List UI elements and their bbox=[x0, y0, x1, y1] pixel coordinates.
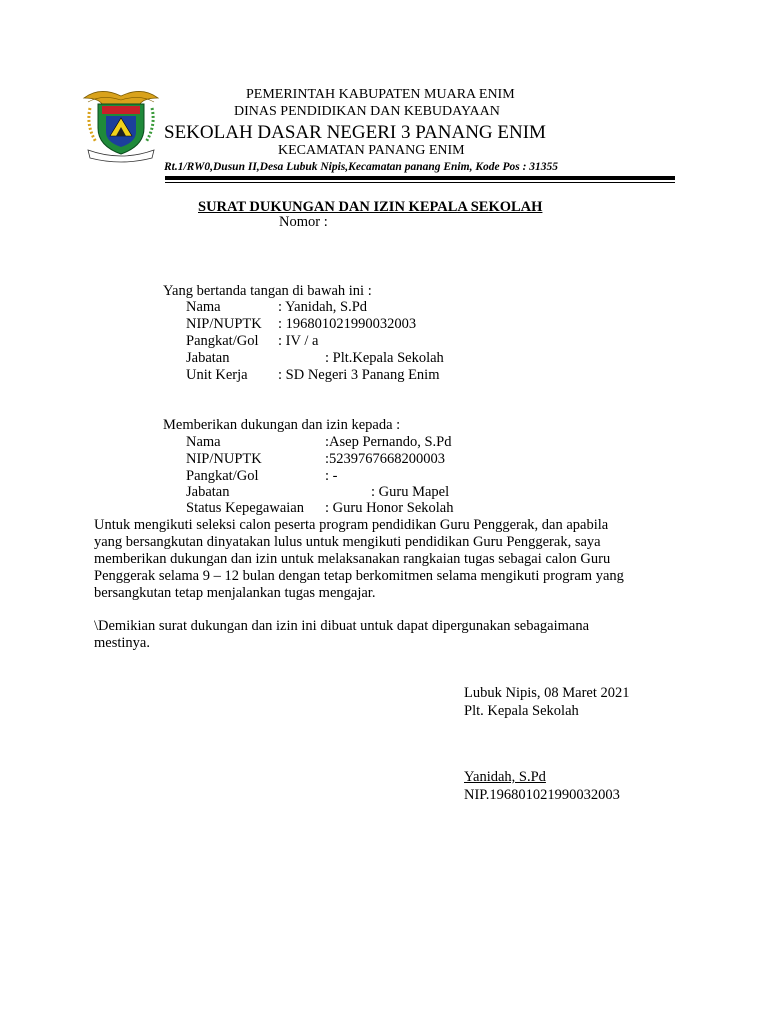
letterhead-district: KECAMATAN PANANG ENIM bbox=[278, 143, 465, 158]
recipient-value-position: : Guru Mapel bbox=[371, 484, 450, 500]
signer-label-position: Jabatan bbox=[186, 350, 230, 366]
recipient-intro: Memberikan dukungan dan izin kepada : bbox=[163, 417, 401, 433]
recipient-label-name: Nama bbox=[186, 434, 221, 450]
signer-intro: Yang bertanda tangan di bawah ini : bbox=[163, 283, 372, 299]
recipient-value-nip: :5239767668200003 bbox=[325, 451, 446, 467]
body-line: yang bersangkutan dinyatakan lulus untuk mengikuti pendidikan Guru Penggerak, saya bbox=[94, 534, 601, 550]
recipient-value-status: : Guru Honor Sekolah bbox=[325, 500, 454, 516]
regency-logo bbox=[80, 84, 162, 164]
letterhead-address: Rt.1/RW0,Dusun II,Desa Lubuk Nipis,Kecamatan panang Enim, Kode Pos : 31355 bbox=[164, 161, 559, 173]
signer-label-unit: Unit Kerja bbox=[186, 367, 248, 383]
signer-value-unit: : SD Negeri 3 Panang Enim bbox=[278, 367, 440, 383]
closing-line: mestinya. bbox=[94, 635, 150, 651]
letterhead-government: PEMERINTAH KABUPATEN MUARA ENIM bbox=[246, 87, 515, 102]
signer-label-name: Nama bbox=[186, 299, 221, 315]
letter-title: SURAT DUKUNGAN DAN IZIN KEPALA SEKOLAH bbox=[198, 199, 543, 215]
closing-line: \Demikian surat dukungan dan izin ini dibuat untuk dapat dipergunakan sebagaimana bbox=[94, 618, 590, 634]
letterhead-department: DINAS PENDIDIKAN DAN KEBUDAYAAN bbox=[234, 104, 500, 119]
recipient-label-rank: Pangkat/Gol bbox=[186, 468, 259, 484]
signer-value-nip: : 196801021990032003 bbox=[278, 316, 417, 332]
body-line: bersangkutan tetap menjalankan tugas mengajar. bbox=[94, 585, 376, 601]
signature-name: Yanidah, S.Pd bbox=[464, 769, 546, 785]
letterhead-rule-thin bbox=[165, 182, 675, 183]
letterhead-rule-thick bbox=[165, 176, 675, 180]
signer-value-name: : Yanidah, S.Pd bbox=[278, 299, 368, 315]
recipient-value-name: :Asep Pernando, S.Pd bbox=[325, 434, 452, 450]
signer-label-nip: NIP/NUPTK bbox=[186, 316, 262, 332]
body-line: memberikan dukungan dan izin untuk melaksanakan rangkaian tugas sebagai calon Guru bbox=[94, 551, 611, 567]
signer-label-rank: Pangkat/Gol bbox=[186, 333, 259, 349]
signature-nip: NIP.196801021990032003 bbox=[464, 787, 620, 803]
signer-value-rank: : IV / a bbox=[278, 333, 319, 349]
letter-number: Nomor : bbox=[279, 214, 328, 230]
recipient-value-rank: : - bbox=[325, 468, 338, 484]
signer-value-position: : Plt.Kepala Sekolah bbox=[325, 350, 444, 366]
recipient-label-position: Jabatan bbox=[186, 484, 230, 500]
recipient-label-nip: NIP/NUPTK bbox=[186, 451, 262, 467]
signature-place-date: Lubuk Nipis, 08 Maret 2021 bbox=[464, 685, 630, 701]
body-line: Penggerak selama 9 – 12 bulan dengan tetap berkomitmen selama mengikuti program yang bbox=[94, 568, 624, 584]
recipient-label-status: Status Kepegawaian bbox=[186, 500, 304, 516]
letterhead-school-name: SEKOLAH DASAR NEGERI 3 PANANG ENIM bbox=[164, 122, 546, 143]
signature-position: Plt. Kepala Sekolah bbox=[464, 703, 579, 719]
body-line: Untuk mengikuti seleksi calon peserta program pendidikan Guru Penggerak, dan apabila bbox=[94, 517, 609, 533]
